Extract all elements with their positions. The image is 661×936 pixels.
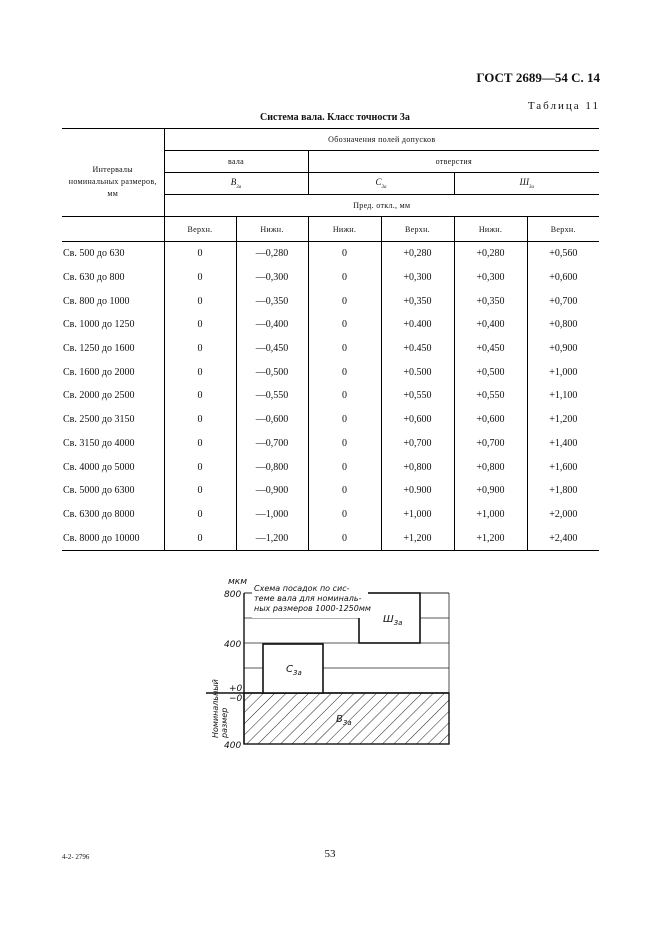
deviation-cell: —0,400 <box>236 313 308 337</box>
page-number: 53 <box>324 848 336 860</box>
field-c-label: $С_{3а}$ <box>286 664 302 677</box>
document-header: ГОСТ 2689—54 С. 14 <box>476 70 600 85</box>
deviation-cell: 0 <box>164 526 236 550</box>
interval-cell: Св. 6300 до 8000 <box>63 508 135 520</box>
interval-cell: Св. 1600 до 2000 <box>63 366 135 378</box>
tolerance-table <box>62 128 599 551</box>
deviation-cell: —0,300 <box>236 266 308 290</box>
interval-cell: Св. 3150 до 4000 <box>63 437 135 449</box>
deviation-cell: 0 <box>308 384 381 408</box>
intervals-header: Интервалы номинальных размеров, мм <box>62 129 164 217</box>
deviation-cell: 0 <box>308 242 381 266</box>
deviation-cell: +0,700 <box>527 289 599 313</box>
deviation-cell: +2,000 <box>527 503 599 527</box>
symbol-c: $С_{3а}$ <box>308 173 454 195</box>
deviation-cell: +1,000 <box>454 503 527 527</box>
deviation-cell: +1,200 <box>527 408 599 432</box>
deviation-cell: —0,600 <box>236 408 308 432</box>
deviation-cell: —0,550 <box>236 384 308 408</box>
deviation-cell: —0,450 <box>236 337 308 361</box>
deviation-cell: +1,200 <box>454 526 527 550</box>
deviation-cell: +1,800 <box>527 479 599 503</box>
deviation-cell: 0 <box>164 384 236 408</box>
deviation-cell: +0.450 <box>381 337 454 361</box>
nominal-label-2: размер <box>220 707 229 738</box>
table-row <box>62 242 599 266</box>
field-sh-label: $Ш_{3а}$ <box>383 614 403 627</box>
deviation-cell: +1,000 <box>527 360 599 384</box>
interval-cell: Св. 1250 до 1600 <box>63 343 135 355</box>
symbol-sh: $Ш_{3а}$ <box>454 173 599 195</box>
tick-plus-zero: +0 <box>229 684 243 694</box>
tolerance-fields-header: Обозначения полей допусков <box>164 129 599 151</box>
interval-cell: Св. 2500 до 3150 <box>63 414 135 426</box>
deviation-cell: +0,280 <box>381 242 454 266</box>
deviation-cell: —0,350 <box>236 289 308 313</box>
symbol-b: $В_{3а}$ <box>164 173 308 195</box>
interval-cell: Св. 630 до 800 <box>63 272 125 284</box>
deviation-cell: 0 <box>164 503 236 527</box>
interval-cell: Св. 5000 до 6300 <box>63 485 135 497</box>
caption-line-2: теме вала для номиналь- <box>254 594 362 603</box>
deviation-cell: +0.500 <box>381 360 454 384</box>
subheader: Нижн. <box>454 217 527 242</box>
tick-minus-zero: −0 <box>229 694 243 704</box>
subheader: Верхн. <box>381 217 454 242</box>
unit-label: мкм <box>228 577 248 587</box>
deviation-cell: 0 <box>164 455 236 479</box>
subheader: Верхн. <box>527 217 599 242</box>
deviation-cell: 0 <box>308 526 381 550</box>
deviation-cell: +0,800 <box>454 455 527 479</box>
table-row <box>62 526 599 550</box>
deviation-cell: +0,400 <box>454 313 527 337</box>
deviation-cell: +0,600 <box>454 408 527 432</box>
deviation-cell: 0 <box>308 432 381 456</box>
deviation-cell: +1,000 <box>381 503 454 527</box>
tick-minus-400: 400 <box>224 741 242 751</box>
caption-line-1: Схема посадок по сис- <box>254 584 350 593</box>
table-row <box>62 408 599 432</box>
deviation-cell: +1,100 <box>527 384 599 408</box>
fit-scheme-diagram <box>196 568 466 768</box>
deviation-cell: +0,900 <box>454 479 527 503</box>
deviation-cell: 0 <box>164 313 236 337</box>
deviation-cell: 0 <box>308 408 381 432</box>
deviation-cell: 0 <box>164 266 236 290</box>
deviation-cell: +1,600 <box>527 455 599 479</box>
deviation-cell: 0 <box>308 455 381 479</box>
deviation-cell: 0 <box>164 242 236 266</box>
deviation-cell: +0,700 <box>454 432 527 456</box>
field-b-label: $В_{3а}$ <box>336 714 352 727</box>
deviation-cell: +0,500 <box>454 360 527 384</box>
nominal-label-1: Номинальный <box>211 679 220 738</box>
deviation-cell: 0 <box>308 313 381 337</box>
deviation-cell: +0,600 <box>381 408 454 432</box>
deviation-cell: +0,350 <box>381 289 454 313</box>
interval-cell: Св. 8000 до 10000 <box>62 526 164 550</box>
deviation-cell: +0,800 <box>381 455 454 479</box>
subheader: Нижн. <box>236 217 308 242</box>
interval-cell: Св. 4000 до 5000 <box>63 461 135 473</box>
table-row <box>62 360 599 384</box>
deviation-cell: 0 <box>164 408 236 432</box>
deviation-cell: +0,280 <box>454 242 527 266</box>
interval-cell: Св. 800 до 1000 <box>63 295 130 307</box>
tick-800: 800 <box>224 590 242 600</box>
deviation-cell: —1,000 <box>236 503 308 527</box>
deviation-cell: 0 <box>308 503 381 527</box>
deviation-cell: +0,700 <box>381 432 454 456</box>
deviations-header: Пред. откл., мм <box>164 195 599 217</box>
deviation-cell: +0.400 <box>381 313 454 337</box>
deviation-cell: 0 <box>308 337 381 361</box>
deviation-cell: 0 <box>164 432 236 456</box>
deviation-cell: 0 <box>308 289 381 313</box>
table-title: Система вала. Класс точности 3а <box>260 112 410 123</box>
deviation-cell: —0,280 <box>236 242 308 266</box>
deviation-cell: —0,900 <box>236 479 308 503</box>
table-row <box>62 313 599 337</box>
deviation-cell: 0 <box>308 360 381 384</box>
subheader: Нижн. <box>308 217 381 242</box>
table-number-label: Таблица 11 <box>527 100 600 112</box>
deviation-cell: —0,500 <box>236 360 308 384</box>
tick-400: 400 <box>224 640 242 650</box>
deviation-cell: 0 <box>308 479 381 503</box>
subheader: Верхн. <box>164 217 236 242</box>
deviation-cell: +0,800 <box>527 313 599 337</box>
deviation-cell: —0,700 <box>236 432 308 456</box>
table-row <box>62 384 599 408</box>
empty-corner <box>62 217 164 242</box>
table-row <box>62 503 599 527</box>
table-row <box>62 479 599 503</box>
deviation-cell: 0 <box>164 479 236 503</box>
deviation-cell: +1,200 <box>381 526 454 550</box>
interval-cell: Св. 1000 до 1250 <box>63 319 135 331</box>
deviation-cell: +0,600 <box>527 266 599 290</box>
deviation-cell: +0,300 <box>381 266 454 290</box>
deviation-cell: +0,550 <box>381 384 454 408</box>
table-row <box>62 289 599 313</box>
interval-cell: Св. 500 до 630 <box>63 248 125 260</box>
deviation-cell: 0 <box>164 360 236 384</box>
deviation-cell: —1,200 <box>236 526 308 550</box>
deviation-cell: +0,550 <box>454 384 527 408</box>
deviation-cell: +0,560 <box>527 242 599 266</box>
deviation-cell: +0.900 <box>381 479 454 503</box>
deviation-cell: +0,450 <box>454 337 527 361</box>
interval-cell: Св. 2000 до 2500 <box>63 390 135 402</box>
table-row <box>62 432 599 456</box>
table-row <box>62 337 599 361</box>
deviation-cell: 0 <box>164 337 236 361</box>
table-row <box>62 455 599 479</box>
deviation-cell: +0,350 <box>454 289 527 313</box>
deviation-cell: 0 <box>308 266 381 290</box>
deviation-cell: 0 <box>164 289 236 313</box>
deviation-cell: +0,900 <box>527 337 599 361</box>
deviation-cell: +1,400 <box>527 432 599 456</box>
deviation-cell: —0,800 <box>236 455 308 479</box>
deviation-cell: +0,300 <box>454 266 527 290</box>
shaft-header: вала <box>164 151 308 173</box>
table-row <box>62 266 599 290</box>
caption-line-3: ных размеров 1000-1250мм <box>254 604 371 613</box>
footer-code: 4-2- 2796 <box>62 853 90 861</box>
hole-header: отверстия <box>308 151 599 173</box>
deviation-cell: +2,400 <box>527 526 599 550</box>
